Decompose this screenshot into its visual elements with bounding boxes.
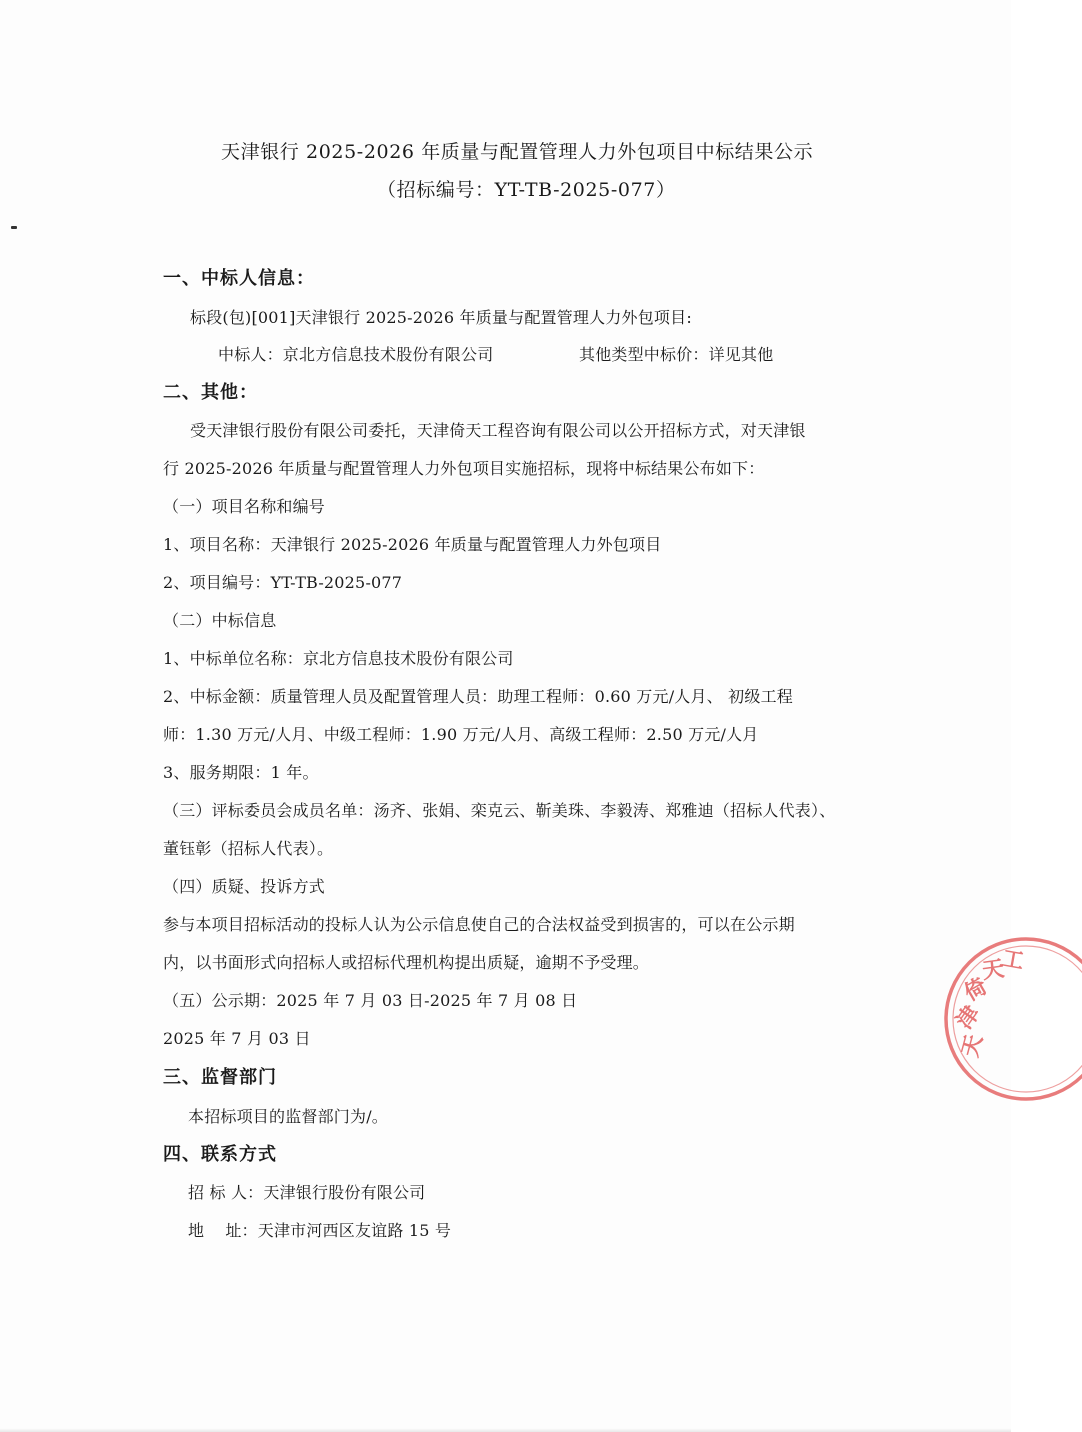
seal-char-5: 工 [999,945,1026,975]
subheading-project-name: （一）项目名称和编号 [163,497,326,516]
seal-char-4: 天 [980,955,1006,985]
section-heading-supervision: 三、监督部门 [163,1067,277,1088]
company-seal [942,935,1026,1105]
publicity-period-line: （五）公示期：2025 年 7 月 03 日-2025 年 7 月 08 日 [163,991,578,1010]
tenderer-line: 招 标 人：天津银行股份有限公司 [188,1183,426,1202]
subheading-award-info: （二）中标信息 [163,611,277,630]
subheading-complaint: （四）质疑、投诉方式 [163,877,326,896]
committee-line-1: （三）评标委员会成员名单：汤齐、张娟、栾克云、靳美珠、李毅涛、郑雅迪（招标人代表）、 [163,801,836,820]
intro-paragraph-line-1: 受天津银行股份有限公司委托，天津倚天工程咨询有限公司以公开招标方式，对天津银 [190,421,806,440]
service-period-line: 3、服务期限：1 年。 [163,763,319,782]
winner-line: 中标人：京北方信息技术股份有限公司 [218,345,494,364]
complaint-line-2: 内，以书面形式向招标人或招标代理机构提出质疑，逾期不予受理。 [163,953,650,972]
seal-char-1: 天 [957,1031,988,1060]
section-heading-other: 二、其他： [163,382,258,403]
committee-line-2: 董钰彰（招标人代表）。 [163,839,334,858]
winning-unit-line: 1、中标单位名称：京北方信息技术股份有限公司 [163,649,514,668]
seal-char-3: 倚 [959,973,992,1007]
section-heading-winner-info: 一、中标人信息： [163,268,315,289]
price-line: 其他类型中标价：详见其他 [579,345,774,364]
award-amount-line-2: 师：1.30 万元/人月、中级工程师：1.90 万元/人月、高级工程师：2.50 万元/人月 [163,725,759,744]
section-heading-contact: 四、联系方式 [163,1144,277,1165]
scan-bottom-edge [0,1428,1011,1432]
project-name-line: 1、项目名称：天津银行 2025-2026 年质量与配置管理人力外包项目 [163,535,662,554]
project-number-line: 2、项目编号：YT-TB-2025-077 [163,573,403,592]
tender-number: （招标编号：YT-TB-2025-077） [377,179,676,201]
intro-paragraph-line-2: 行 2025-2026 年质量与配置管理人力外包项目实施招标，现将中标结果公布如下： [163,459,765,478]
address-line: 地 址：天津市河西区友谊路 15 号 [188,1221,452,1240]
complaint-line-1: 参与本项目招标活动的投标人认为公示信息使自己的合法权益受到损害的，可以在公示期 [163,915,795,934]
seal-char-2: 津 [951,1000,986,1034]
supervision-line: 本招标项目的监督部门为/。 [188,1107,388,1126]
award-amount-line-1: 2、中标金额：质量管理人员及配置管理人员：助理工程师：0.60 万元/人月、 初级工程 [163,687,793,706]
package-line: 标段(包)[001]天津银行 2025-2026 年质量与配置管理人力外包项目: [190,308,692,327]
document-date: 2025 年 7 月 03 日 [163,1029,311,1048]
document-title: 天津银行 2025-2026 年质量与配置管理人力外包项目中标结果公示 [221,141,814,163]
scan-mark [11,226,17,229]
